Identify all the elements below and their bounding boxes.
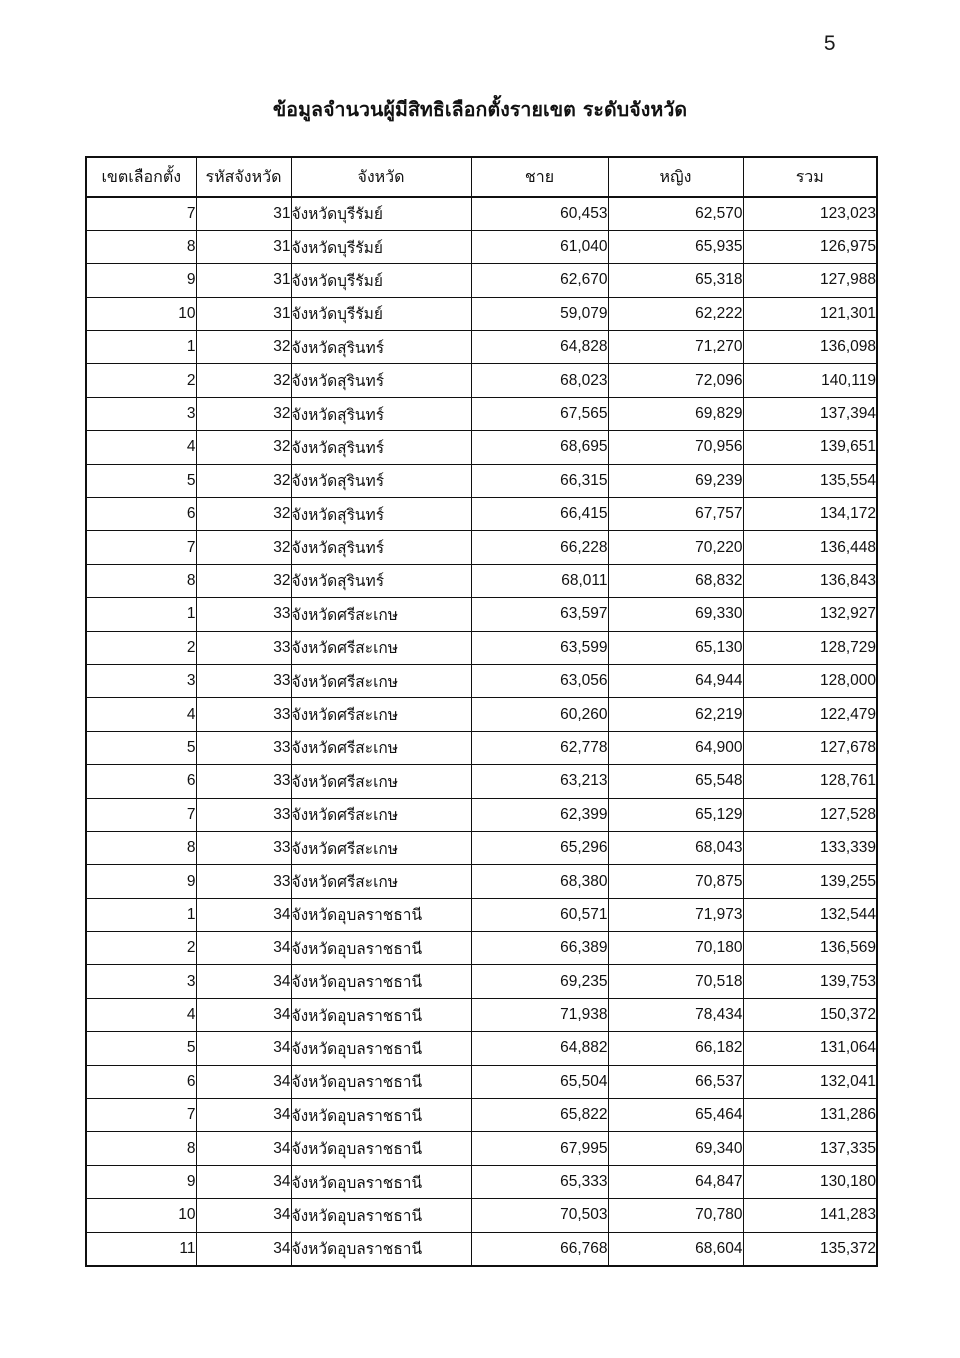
cell-province-code: 33 — [196, 664, 291, 697]
cell-province-code: 34 — [196, 1132, 291, 1165]
table-row — [86, 498, 877, 531]
table-header-row — [86, 157, 877, 197]
cell-female-count: 70,180 — [608, 932, 743, 965]
voters-by-constituency-table — [85, 156, 878, 1267]
cell-female-count: 70,780 — [608, 1199, 743, 1232]
cell-constituency: 8 — [86, 230, 196, 263]
cell-constituency: 3 — [86, 664, 196, 697]
cell-constituency: 2 — [86, 364, 196, 397]
table-row — [86, 197, 877, 230]
cell-province-code: 34 — [196, 1232, 291, 1265]
cell-female-count: 69,330 — [608, 598, 743, 631]
cell-total-count: 136,843 — [743, 564, 877, 597]
cell-province-name: จังหวัดศรีสะเกษ — [291, 631, 471, 664]
table-row — [86, 1199, 877, 1232]
cell-constituency: 1 — [86, 598, 196, 631]
table-row — [86, 464, 877, 497]
cell-female-count: 68,604 — [608, 1232, 743, 1265]
table-row — [86, 865, 877, 898]
cell-constituency: 7 — [86, 798, 196, 831]
cell-female-count: 65,464 — [608, 1099, 743, 1132]
cell-male-count: 60,453 — [471, 197, 608, 230]
cell-province-name: จังหวัดอุบลราชธานี — [291, 965, 471, 998]
cell-province-code: 31 — [196, 230, 291, 263]
table-row — [86, 397, 877, 430]
cell-male-count: 65,296 — [471, 831, 608, 864]
cell-male-count: 68,380 — [471, 865, 608, 898]
cell-female-count: 67,757 — [608, 498, 743, 531]
cell-province-name: จังหวัดศรีสะเกษ — [291, 831, 471, 864]
cell-total-count: 140,119 — [743, 364, 877, 397]
cell-male-count: 69,235 — [471, 965, 608, 998]
page-title: ข้อมูลจำนวนผู้มีสิทธิเลือกตั้งรายเขต ระดับจังหวัด — [272, 98, 688, 121]
cell-constituency: 1 — [86, 331, 196, 364]
cell-total-count: 131,064 — [743, 1032, 877, 1065]
cell-male-count: 71,938 — [471, 998, 608, 1031]
table-row — [86, 531, 877, 564]
table-row — [86, 1232, 877, 1265]
cell-female-count: 65,130 — [608, 631, 743, 664]
cell-province-code: 33 — [196, 831, 291, 864]
cell-male-count: 66,415 — [471, 498, 608, 531]
cell-province-code: 34 — [196, 1065, 291, 1098]
cell-province-code: 32 — [196, 397, 291, 430]
cell-total-count: 122,479 — [743, 698, 877, 731]
cell-province-name: จังหวัดสุรินทร์ — [291, 498, 471, 531]
cell-total-count: 141,283 — [743, 1199, 877, 1232]
cell-male-count: 64,882 — [471, 1032, 608, 1065]
table-row — [86, 998, 877, 1031]
column-header-constituency: เขตเลือกตั้ง — [86, 157, 196, 197]
cell-province-code: 34 — [196, 932, 291, 965]
cell-constituency: 5 — [86, 1032, 196, 1065]
cell-female-count: 64,944 — [608, 664, 743, 697]
cell-total-count: 136,448 — [743, 531, 877, 564]
cell-female-count: 64,900 — [608, 731, 743, 764]
cell-province-name: จังหวัดอุบลราชธานี — [291, 1132, 471, 1165]
cell-total-count: 133,339 — [743, 831, 877, 864]
cell-province-name: จังหวัดอุบลราชธานี — [291, 1099, 471, 1132]
cell-male-count: 67,995 — [471, 1132, 608, 1165]
cell-constituency: 8 — [86, 564, 196, 597]
cell-constituency: 6 — [86, 765, 196, 798]
cell-constituency: 8 — [86, 1132, 196, 1165]
cell-total-count: 137,335 — [743, 1132, 877, 1165]
cell-province-name: จังหวัดศรีสะเกษ — [291, 731, 471, 764]
cell-province-code: 34 — [196, 1199, 291, 1232]
cell-province-name: จังหวัดอุบลราชธานี — [291, 1232, 471, 1265]
cell-male-count: 65,822 — [471, 1099, 608, 1132]
cell-male-count: 67,565 — [471, 397, 608, 430]
table-row — [86, 331, 877, 364]
cell-total-count: 128,000 — [743, 664, 877, 697]
cell-province-name: จังหวัดสุรินทร์ — [291, 364, 471, 397]
cell-female-count: 78,434 — [608, 998, 743, 1031]
cell-male-count: 63,599 — [471, 631, 608, 664]
cell-province-name: จังหวัดอุบลราชธานี — [291, 1165, 471, 1198]
cell-male-count: 64,828 — [471, 331, 608, 364]
cell-male-count: 66,315 — [471, 464, 608, 497]
cell-province-code: 33 — [196, 698, 291, 731]
cell-province-name: จังหวัดอุบลราชธานี — [291, 1032, 471, 1065]
cell-total-count: 135,554 — [743, 464, 877, 497]
cell-province-code: 33 — [196, 765, 291, 798]
cell-male-count: 62,670 — [471, 264, 608, 297]
table-row — [86, 564, 877, 597]
cell-female-count: 65,935 — [608, 230, 743, 263]
column-header-province: จังหวัด — [291, 157, 471, 197]
cell-female-count: 68,832 — [608, 564, 743, 597]
cell-total-count: 150,372 — [743, 998, 877, 1031]
cell-province-code: 32 — [196, 564, 291, 597]
table-row — [86, 364, 877, 397]
cell-constituency: 9 — [86, 865, 196, 898]
cell-female-count: 71,270 — [608, 331, 743, 364]
cell-constituency: 7 — [86, 1099, 196, 1132]
cell-constituency: 6 — [86, 498, 196, 531]
cell-male-count: 68,023 — [471, 364, 608, 397]
table-row — [86, 831, 877, 864]
cell-constituency: 5 — [86, 464, 196, 497]
table-row — [86, 431, 877, 464]
cell-constituency: 4 — [86, 998, 196, 1031]
cell-total-count: 139,255 — [743, 865, 877, 898]
cell-female-count: 71,973 — [608, 898, 743, 931]
cell-female-count: 69,239 — [608, 464, 743, 497]
cell-constituency: 9 — [86, 1165, 196, 1198]
cell-female-count: 65,318 — [608, 264, 743, 297]
cell-male-count: 63,597 — [471, 598, 608, 631]
table-row — [86, 965, 877, 998]
cell-province-name: จังหวัดบุรีรัมย์ — [291, 264, 471, 297]
cell-constituency: 8 — [86, 831, 196, 864]
cell-total-count: 128,761 — [743, 765, 877, 798]
table-row — [86, 932, 877, 965]
cell-total-count: 121,301 — [743, 297, 877, 330]
table-row — [86, 297, 877, 330]
cell-constituency: 2 — [86, 932, 196, 965]
cell-constituency: 5 — [86, 731, 196, 764]
cell-female-count: 69,829 — [608, 397, 743, 430]
table-row — [86, 765, 877, 798]
cell-male-count: 66,228 — [471, 531, 608, 564]
table-row — [86, 664, 877, 697]
cell-male-count: 60,571 — [471, 898, 608, 931]
cell-province-code: 33 — [196, 798, 291, 831]
cell-male-count: 60,260 — [471, 698, 608, 731]
cell-province-code: 32 — [196, 464, 291, 497]
cell-male-count: 65,333 — [471, 1165, 608, 1198]
cell-female-count: 70,518 — [608, 965, 743, 998]
cell-constituency: 3 — [86, 397, 196, 430]
cell-female-count: 69,340 — [608, 1132, 743, 1165]
cell-total-count: 136,569 — [743, 932, 877, 965]
cell-province-name: จังหวัดศรีสะเกษ — [291, 598, 471, 631]
cell-female-count: 62,570 — [608, 197, 743, 230]
cell-total-count: 135,372 — [743, 1232, 877, 1265]
cell-province-name: จังหวัดอุบลราชธานี — [291, 998, 471, 1031]
cell-constituency: 10 — [86, 297, 196, 330]
cell-province-name: จังหวัดบุรีรัมย์ — [291, 297, 471, 330]
cell-constituency: 11 — [86, 1232, 196, 1265]
cell-province-name: จังหวัดบุรีรัมย์ — [291, 230, 471, 263]
cell-total-count: 136,098 — [743, 331, 877, 364]
cell-province-name: จังหวัดสุรินทร์ — [291, 464, 471, 497]
voters-table-container — [85, 156, 876, 1267]
cell-female-count: 70,956 — [608, 431, 743, 464]
cell-constituency: 7 — [86, 531, 196, 564]
cell-province-code: 31 — [196, 264, 291, 297]
cell-total-count: 127,678 — [743, 731, 877, 764]
column-header-province-code: รหัสจังหวัด — [196, 157, 291, 197]
cell-total-count: 127,988 — [743, 264, 877, 297]
cell-province-code: 33 — [196, 631, 291, 664]
cell-male-count: 63,213 — [471, 765, 608, 798]
cell-male-count: 66,768 — [471, 1232, 608, 1265]
page-number: 5 — [823, 32, 836, 55]
cell-constituency: 9 — [86, 264, 196, 297]
cell-constituency: 2 — [86, 631, 196, 664]
table-row — [86, 898, 877, 931]
column-header-female: หญิง — [608, 157, 743, 197]
cell-province-code: 31 — [196, 197, 291, 230]
cell-male-count: 65,504 — [471, 1065, 608, 1098]
cell-total-count: 126,975 — [743, 230, 877, 263]
cell-female-count: 66,537 — [608, 1065, 743, 1098]
cell-male-count: 62,399 — [471, 798, 608, 831]
cell-province-name: จังหวัดบุรีรัมย์ — [291, 197, 471, 230]
cell-total-count: 132,927 — [743, 598, 877, 631]
table-body — [86, 197, 877, 1266]
cell-province-code: 32 — [196, 531, 291, 564]
cell-province-code: 32 — [196, 498, 291, 531]
cell-province-name: จังหวัดสุรินทร์ — [291, 397, 471, 430]
cell-total-count: 131,286 — [743, 1099, 877, 1132]
cell-total-count: 134,172 — [743, 498, 877, 531]
table-row — [86, 631, 877, 664]
cell-constituency: 4 — [86, 431, 196, 464]
cell-province-name: จังหวัดศรีสะเกษ — [291, 698, 471, 731]
table-row — [86, 1065, 877, 1098]
cell-male-count: 66,389 — [471, 932, 608, 965]
cell-province-name: จังหวัดศรีสะเกษ — [291, 865, 471, 898]
table-row — [86, 1132, 877, 1165]
table-row — [86, 230, 877, 263]
cell-female-count: 70,220 — [608, 531, 743, 564]
cell-total-count: 123,023 — [743, 197, 877, 230]
cell-female-count: 62,219 — [608, 698, 743, 731]
cell-province-name: จังหวัดอุบลราชธานี — [291, 1199, 471, 1232]
cell-province-code: 34 — [196, 1165, 291, 1198]
cell-female-count: 72,096 — [608, 364, 743, 397]
cell-province-name: จังหวัดศรีสะเกษ — [291, 798, 471, 831]
table-row — [86, 731, 877, 764]
cell-province-code: 32 — [196, 331, 291, 364]
table-row — [86, 698, 877, 731]
table-row — [86, 1165, 877, 1198]
cell-total-count: 127,528 — [743, 798, 877, 831]
cell-male-count: 59,079 — [471, 297, 608, 330]
cell-province-code: 31 — [196, 297, 291, 330]
cell-female-count: 65,548 — [608, 765, 743, 798]
cell-province-name: จังหวัดอุบลราชธานี — [291, 932, 471, 965]
cell-female-count: 66,182 — [608, 1032, 743, 1065]
cell-province-code: 32 — [196, 431, 291, 464]
cell-male-count: 63,056 — [471, 664, 608, 697]
column-header-total: รวม — [743, 157, 877, 197]
cell-female-count: 68,043 — [608, 831, 743, 864]
table-row — [86, 264, 877, 297]
cell-province-code: 34 — [196, 898, 291, 931]
cell-male-count: 61,040 — [471, 230, 608, 263]
cell-province-code: 34 — [196, 998, 291, 1031]
cell-total-count: 139,651 — [743, 431, 877, 464]
cell-province-name: จังหวัดสุรินทร์ — [291, 431, 471, 464]
cell-province-name: จังหวัดศรีสะเกษ — [291, 664, 471, 697]
cell-province-name: จังหวัดสุรินทร์ — [291, 564, 471, 597]
cell-constituency: 6 — [86, 1065, 196, 1098]
cell-male-count: 62,778 — [471, 731, 608, 764]
cell-total-count: 128,729 — [743, 631, 877, 664]
cell-province-code: 34 — [196, 1099, 291, 1132]
table-row — [86, 1032, 877, 1065]
cell-constituency: 4 — [86, 698, 196, 731]
cell-female-count: 65,129 — [608, 798, 743, 831]
cell-constituency: 10 — [86, 1199, 196, 1232]
cell-province-code: 33 — [196, 598, 291, 631]
cell-male-count: 68,695 — [471, 431, 608, 464]
cell-total-count: 139,753 — [743, 965, 877, 998]
table-row — [86, 598, 877, 631]
cell-province-code: 33 — [196, 865, 291, 898]
cell-male-count: 70,503 — [471, 1199, 608, 1232]
cell-province-name: จังหวัดอุบลราชธานี — [291, 898, 471, 931]
cell-male-count: 68,011 — [471, 564, 608, 597]
cell-total-count: 132,544 — [743, 898, 877, 931]
cell-province-name: จังหวัดสุรินทร์ — [291, 331, 471, 364]
cell-total-count: 137,394 — [743, 397, 877, 430]
cell-province-code: 33 — [196, 731, 291, 764]
cell-province-code: 34 — [196, 965, 291, 998]
cell-province-name: จังหวัดสุรินทร์ — [291, 531, 471, 564]
table-row — [86, 1099, 877, 1132]
cell-female-count: 70,875 — [608, 865, 743, 898]
table-row — [86, 798, 877, 831]
cell-female-count: 64,847 — [608, 1165, 743, 1198]
cell-female-count: 62,222 — [608, 297, 743, 330]
cell-total-count: 130,180 — [743, 1165, 877, 1198]
cell-province-code: 34 — [196, 1032, 291, 1065]
table-header — [86, 157, 877, 197]
cell-constituency: 3 — [86, 965, 196, 998]
cell-total-count: 132,041 — [743, 1065, 877, 1098]
cell-province-name: จังหวัดศรีสะเกษ — [291, 765, 471, 798]
cell-constituency: 7 — [86, 197, 196, 230]
column-header-male: ชาย — [471, 157, 608, 197]
cell-constituency: 1 — [86, 898, 196, 931]
cell-province-name: จังหวัดอุบลราชธานี — [291, 1065, 471, 1098]
cell-province-code: 32 — [196, 364, 291, 397]
